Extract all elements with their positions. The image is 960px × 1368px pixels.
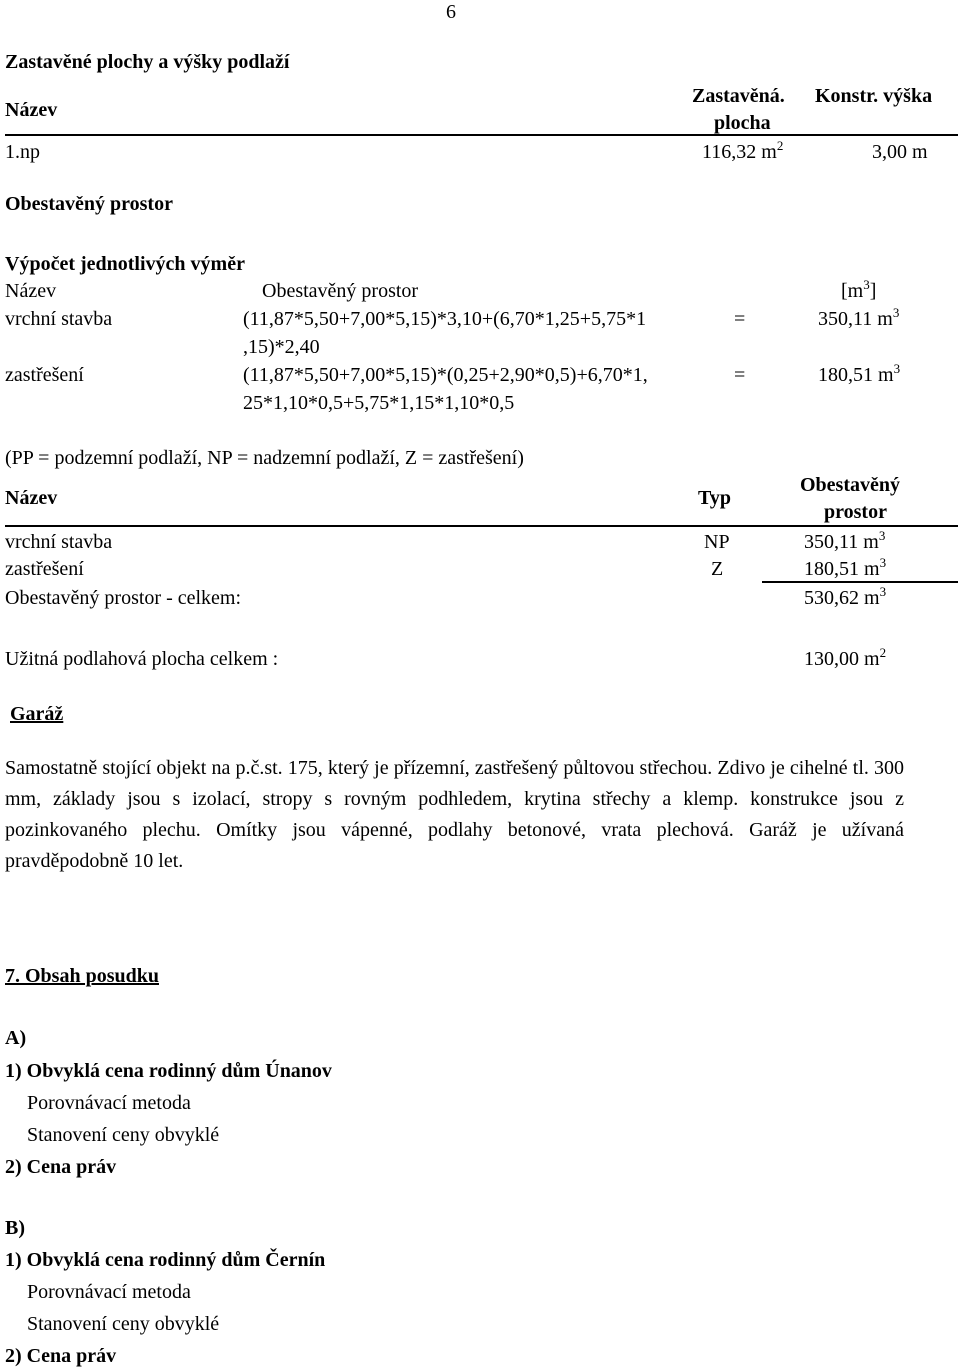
header-built-area: Zastavěná. bbox=[692, 85, 785, 107]
calc-row-formula-cont: ,15)*2,40 bbox=[243, 336, 320, 358]
summary-header-space-line2: prostor bbox=[824, 501, 887, 523]
header-name: Název bbox=[5, 99, 58, 121]
row-name-1np: 1.np bbox=[5, 141, 40, 163]
calc-header-space: Obestavěný prostor bbox=[262, 280, 419, 302]
row-built-area: 116,32 $m^2$ bbox=[702, 138, 784, 163]
contents-item: 2) Cena práv bbox=[5, 1345, 117, 1367]
group-label: B) bbox=[5, 1217, 25, 1239]
calc-header-unit: $[m^3]$ bbox=[841, 277, 877, 302]
group-label: A) bbox=[5, 1027, 27, 1049]
summary-header-name: Název bbox=[5, 487, 58, 509]
contents-item: 1) Obvyklá cena rodinný dům Černín bbox=[5, 1249, 326, 1271]
row-construction-height: 3,00 m bbox=[872, 141, 928, 163]
calc-row-formula-cont: 25*1,10*0,5+5,75*1,15*1,10*0,5 bbox=[243, 392, 515, 414]
calc-row-value: 350,11 $m^3$ bbox=[818, 305, 900, 330]
contents-subitem: Porovnávací metoda bbox=[27, 1281, 191, 1303]
summary-row-name: zastřešení bbox=[5, 558, 84, 580]
contents-subitem: Porovnávací metoda bbox=[27, 1092, 191, 1114]
summary-row-name: vrchní stavba bbox=[5, 531, 113, 553]
contents-subitem: Stanovení ceny obvyklé bbox=[27, 1313, 220, 1335]
usable-area-value: 130,00 $m^2$ bbox=[804, 645, 887, 670]
calc-header-name: Název bbox=[5, 280, 57, 302]
summary-total-divider bbox=[762, 581, 958, 583]
header-divider bbox=[5, 134, 958, 136]
summary-row-type: NP bbox=[704, 531, 730, 553]
page-number: 6 bbox=[446, 1, 456, 23]
calc-row-value: 180,51 $m^3$ bbox=[818, 361, 901, 386]
summary-row-value: 350,11 $m^3$ bbox=[804, 528, 886, 553]
calc-row-name: vrchní stavba bbox=[5, 308, 113, 330]
header-construction-height: Konstr. výška bbox=[815, 85, 933, 107]
summary-row-value: 180,51 $m^3$ bbox=[804, 555, 887, 580]
summary-total-value: 530,62 $m^3$ bbox=[804, 584, 887, 609]
usable-area-label: Užitná podlahová plocha celkem : bbox=[5, 648, 279, 670]
summary-row-type: Z bbox=[711, 558, 724, 580]
contents-subitem: Stanovení ceny obvyklé bbox=[27, 1124, 220, 1146]
section-title-built-areas: Zastavěné plochy a výšky podlaží bbox=[5, 51, 290, 73]
header-built-area-line2: plocha bbox=[714, 112, 771, 134]
calc-row-name: zastřešení bbox=[5, 364, 84, 386]
contents-title: 7. Obsah posudku bbox=[5, 965, 159, 987]
section-title-built-space: Obestavěný prostor bbox=[5, 193, 173, 215]
calc-row-equals: = bbox=[734, 364, 746, 386]
summary-header-space: Obestavěný bbox=[800, 474, 900, 496]
contents-item: 1) Obvyklá cena rodinný dům Únanov bbox=[5, 1060, 332, 1082]
legend-text: (PP = podzemní podlaží, NP = nadzemní podlaží, Z = zastřešení) bbox=[5, 447, 524, 469]
calc-row-formula: (11,87*5,50+7,00*5,15)*3,10+(6,70*1,25+5,75*1 bbox=[243, 308, 647, 330]
section-title-calculation: Výpočet jednotlivých výměr bbox=[5, 253, 245, 275]
calc-row-formula: (11,87*5,50+7,00*5,15)*(0,25+2,90*0,5)+6,70*1, bbox=[243, 364, 648, 386]
garage-description: Samostatně stojící objekt na p.č.st. 175, který je přízemní, zastřešený půltovou střechou. Zdivo je cihelné tl. 300 mm, základy jsou s izolací, stropy s rovným podhledem, krytina střechy a klemp. konstrukce jsou z pozinkovaného plechu. Omítky jsou vápenné, podlahy betonové, vrata plechová. Garáž je užívaná pravděpodobně 10 let. bbox=[5, 757, 904, 872]
calc-row-equals: = bbox=[734, 308, 746, 330]
summary-total-label: Obestavěný prostor - celkem: bbox=[5, 587, 242, 609]
summary-header-type: Typ bbox=[698, 487, 731, 509]
summary-header-divider bbox=[5, 525, 958, 527]
contents-item: 2) Cena práv bbox=[5, 1156, 117, 1178]
garage-title: Garáž bbox=[10, 703, 64, 725]
